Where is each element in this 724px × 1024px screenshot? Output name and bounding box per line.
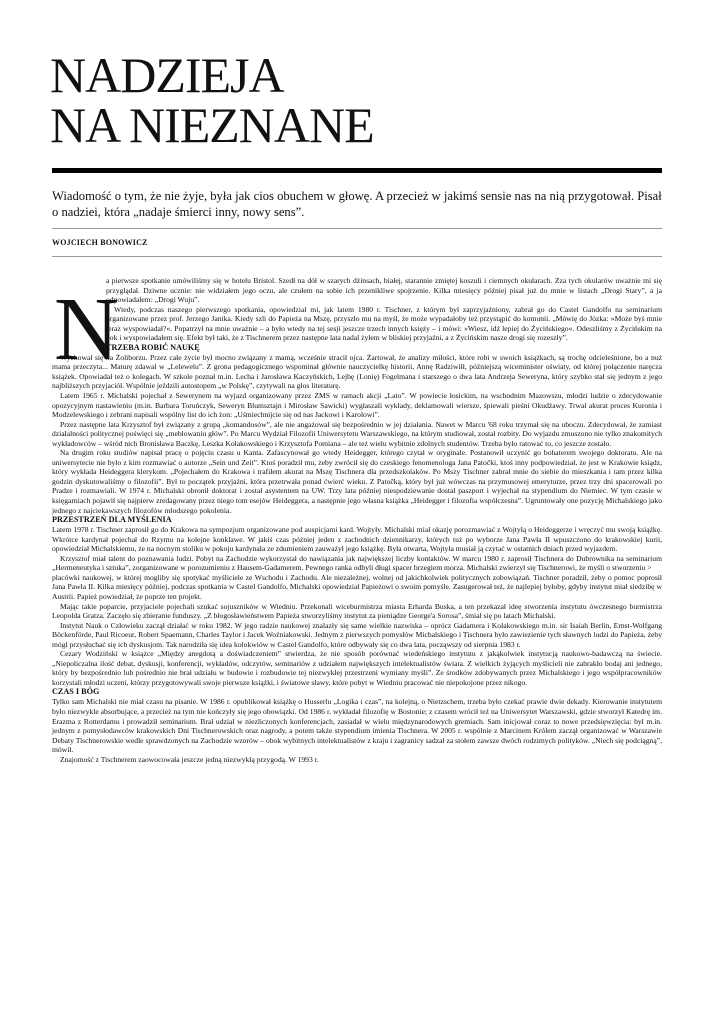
intro-paragraph: a pierwsze spotkanie umówiliśmy się w hotelu Bristol. Szedł na dół w szarych dżinsach, białej, starannie zmiętej koszuli i ciemnych okularach. Zza tych okularów uważnie mi się przyglądał. Dziwne ucznie: nie widziałem jego oczu, ale czułem na sobie ich przenikliwe spojrzenie. Kilka miesięcy później pisał już do mnie w listach „Drogi Stary”, a ja odpowiadałem: „Drogi Wuju”.: [106, 276, 662, 305]
title-line-1: NADZIEJA: [50, 47, 284, 103]
section-heading: CZAS I BÓG: [52, 687, 100, 697]
article-body: [52, 276, 662, 764]
article-title: [50, 47, 670, 153]
thin-divider-top: [52, 228, 662, 229]
title-line-2: NA NIEZNANE: [50, 97, 374, 153]
body-paragraph: Latem 1978 r. Tischner zaprosił go do Krakowa na sympozjum organizowane pod auspicjami kard. Wojtyły. Michalski miał okazję porozmawiać z Wojtyłą o Heideggerze i wręczyć mu swoją książkę. Wkrótce kardynał pojechał do Rzymu na kolejne konklawe. W jakiś czas później jeden z zachodnich dziennikarzy, których tuż po wyborze Jana Pawła II wpuszczono do krakowskiej kurii, opowiedział Michalskiemu, że na nocnym stoliku w pokoju kardynała ze zdumieniem zauważył jego książkę. Była otwarta, Wojtyła musiał ją czytać w ostatnich dniach przed wyjazdem.: [52, 525, 662, 554]
body-paragraph: Wychował się na Żoliborzu. Przez całe życie był mocno związany z mamą, wcześnie stracił ojca. Żartował, że analizy miłości, które robi w swoich książkach, są trochę odcieleśnione, bo a nuż mama przeczyta... Maturę zdawał w „Lelewelu”. Z grona pedagogicznego wspominał głównie nauczycielkę historii, Annę Radziwiłł, późniejszą wiceminister oświaty, od której połączenie naręcza książek. Opowiadał też o kolegach. W szkole poznał m.in. Lecha i Jarosława Kaczyńskich, Lejbę (Lonię) Fogelmana i starszego o dwa lata Andrzeja Seweryna, który szybko stał się jednym z jego najbliższych przyjaciół. Wspólnie jeździli autostopem „w Polskę”, czytywali na głos literaturę.: [52, 352, 662, 391]
body-paragraph: Na drugim roku studiów napisał pracę o pojęciu czasu u Kanta. Zafascynował go wtedy Heidegger, którego czytał w oryginale. Postanowił uczynić go bohaterem swojego doktoratu. Ale na uniwersytecie nie było z kim rozmawiać o autorze „Sein und Zeit”. Ktoś poradził mu, żeby zwrócił się do czeskiego fenomenologa Jana Patočki, ktoś inny podpowiedział, że jest w Krakowie ksiądz, który wykłada Heideggera klerykom. „Pojechałem do Krakowa i trafiłem akurat na Mszę Tischnera dla przedszkolaków. Po Mszy Tischner zabrał mnie do siebie do mieszkania i tam przez kilka godzin dyskutowaliśmy o filozofii”. Był to początek przyjaźni, która przetrwała ponad ćwierć wieku. Z Patočką, który był już wówczas na przymusowej emeryturze, przez trzy dni spacerowali po Pradze i rozmawiali. W 1974 r. Michalski obronił doktorat i został asystentem na UW. Trzy lata później niespodziewanie dostał paszport i wyjechał na stypendium do Niemiec. W tym czasie w księgarniach pojawił się najpierw zredagowany przez niego tom esejów Heideggera, a następnie jego własna książka „Heidegger i filozofia współczesna”. Ugruntowały one pozycję Michalskiego jako jednego z najciekawszych filozofów młodszego pokolenia.: [52, 448, 662, 515]
drop-cap: N: [54, 280, 119, 379]
intro-paragraph: Wtedy, podczas naszego pierwszego spotkania, opowiedział mi, jak latem 1980 r. Tischner, z którym był zaprzyjaźniony, zabrał go do Castel Gandolfo na seminarium organizowane przez prof. Jerzego Janika. Kiedy szli do Papieża na Mszę, przyszło mu na myśl, że może wypadałoby też przystąpić do komunii. „Mówię do Józka: »Może byś mnie teraz wyspowiadał?«. Popatrzył na mnie uważnie – a było wtedy na tej sesji jeszcze trzech innych księży – i mówi: »Wiesz, idź lepiej do Życińskiego«. Odeszliśmy z Życińskim na bok i wyspowiadałem się. Efekt był taki, że z Tischnerem przez następne lata nadal żyłem w bliskiej przyjaźni, a z Życińskim nasze drogi się rozeszły”.: [106, 304, 662, 343]
body-paragraph: Przez następne lata Krzysztof był związany z grupą „komandosów”, ale nie angażował się bezpośrednio w jej działania. Nawet w Marcu '68 roku trzymał się na uboczu. Zdecydował, że zamiast działalności politycznej poświęci się „meblowaniu głów”. Po Marcu Wydział Filozofii Uniwersytetu Warszawskiego, na którym studiował, został rozbity. Do wyjazdu zmuszono nie tylko znakomitych wykładowców – wśród nich Bronisława Baczkę, Leszka Kołakowskiego i Krzysztofa Pomiana – ale też wielu wybitnie zdolnych studentów. Trzeba było ratować to, co jeszcze zostało.: [52, 419, 662, 448]
thin-divider-bottom: [52, 256, 662, 257]
lead-paragraph: Wiadomość o tym, że nie żyje, była jak cios obuchem w głowę. A przecież w jakimś sensie nas na nią przygotował. Pisał o nadziei, która „nadaje śmierci inny, nowy sens”.: [52, 189, 662, 219]
body-paragraph: Instytut Nauk o Człowieku zaczął działać w roku 1982. W jego radzie naukowej znalazły się same wielkie nazwiska – oprócz Gadamera i Kołakowskiego m.in. sir Isaiah Berlin, Ernst-Wolfgang Böckenförde, Paul Ricoeur, Robert Spaemann, Charles Taylor i Jacek Woźniakowski. Jednym z pierwszych pomysłów Michalskiego i Tischnera było zawiezienie tych sławnych ludzi do Papieża, żeby mógł przysłuchać się ich dyskusjom. Tak narodziła się idea kolokwiów w Castel Gandolfo, które odbywały się co dwa lata, począwszy od sierpnia 1983 r.: [52, 620, 662, 649]
thick-divider: [52, 168, 662, 173]
section-heading: TRZEBA ROBIĆ NAUKĘ: [106, 342, 200, 352]
author-byline: WOJCIECH BONOWICZ: [52, 238, 148, 247]
body-paragraph: Tylko sam Michalski nie miał czasu na pisanie. W 1986 r. opublikował książkę o Husserlu „Logika i czas”, na kolejną, o Nietzschem, trzeba było czekać prawie dwie dekady. Kierowanie instytutem było niezwykle absorbujące, a przecież na tym nie kończyły się jego obowiązki. Od 1986 r. wykładał filozofię w Bostonie; z czasem wrócił też na Uniwersytet Warszawski, gdzie stworzył Katedrę im. Erazma z Rotterdamu i prowadził seminarium. Brał udział w niezliczonych konferencjach, zasiadał w wielu międzynarodowych gremiach. Sam inicjował coraz to nowe przedsięwzięcia: był m.in. jednym z pomysłodawców krakowskich Dni Tischnerowskich oraz nagrody, a potem także stypendium imienia Tischnera. W 2005 r. wspólnie z Marcinem Królem zaczął organizować w Warszawie Debaty Tischnerowskie wedle sprawdzonych na Zachodzie wzorów – obok wybitnych intelektualistów z kraju i zagranicy sadzał za stołem zawsze dwóch rodzimych polityków. „Niech się podciągną”, mówił.: [52, 697, 662, 755]
body-paragraph: placówki naukowej, w której mogliby się spotykać myśliciele ze Wschodu i Zachodu. Ale niezależnej, wolnej od jakichkolwiek politycznych zobowiązań. Tischner poradził, żeby o pomoc poprosił Jana Pawła II. Kilka miesięcy później, podczas spotkania w Castel Gandolfo, Michalski opowiedział Papieżowi o swoim pomyśle. Zasugerował też, że najlepiej byłoby, gdyby instytut miał siedzibę w Austrii. Papież powiedział, że poprze ten projekt.: [52, 572, 662, 601]
body-paragraph: Cezary Wodziński w książce „Między anegdotą a doświadczeniem” stwierdza, że nie sposób porównać wiedeńskiego instytutu z jakąkolwiek instytucją naukowo-badawczą na świecie. „Niepoliczalna ilość debat, dyskusji, konferencji, wykładów, odczytów, seminariów z udziałem największych intelektualistów świata. Z wielkich żyjących myślicieli nie zabrakło bodaj ani jednego, który by bezpośrednio lub pośrednio nie brał udziału w budowie i rozbudowie tej niezwykłej przestrzeni wymiany myśli”. Ze środków zdobywanych przez Michalskiego i jego współpracowników korzystali młodzi uczeni, którzy przygotowywali swoje pierwsze książki, i światowe sławy, które pobyt w Wiedniu pracować nie niepokojone przez nikogo.: [52, 649, 662, 687]
body-paragraph: Znajomość z Tischnerem zaowocowała jeszcze jedną niezwykłą przygodą. W 1993 r.: [60, 754, 319, 764]
body-paragraph: Mając takie poparcie, przyjaciele pojechali szukać sojuszników w Wiedniu. Przekonali wiceburmistrza miasta Erharda Buska, a ten przekazał ideę stworzenia instytutu ówczesnego burmistrza Leopolda Gratza. Zaczęło się zbieranie funduszy. „Z błogosławieństwem Papieża stworzyliśmy instytut za pieniądze George'a Sorosa”, śmiał się po latach Michalski.: [52, 601, 662, 621]
section-heading: PRZESTRZEŃ DLA MYŚLENIA: [52, 515, 172, 525]
body-paragraph: Krzysztof miał talent do poznawania ludzi. Pobyt na Zachodzie wykorzystał do nawiązania jak największej liczby kontaktów. W marcu 1980 r. zaprosił Tischnera do Dubrownika na seminarium „Hermeneutyka i sztuka”, zorganizowane w porozumieniu z Hausem-Gadamerem. Pewnego ranka odbyli długi spacer brzegiem morza. Michalski zwierzył się Tischnerowi, że myśli o stworzeniu >: [52, 553, 662, 573]
body-paragraph: Latem 1965 r. Michalski pojechał z Sewerynem na wyjazd organizowany przez ZMS w ramach akcji „Lato”. W powiecie łosickim, na wschodnim Mazowszu, młodzi ludzie o zdecydowanie opozycyjnym nastawieniu (m.in. Barbara Toruńczyk, Seweryn Blumsztajn i Mirosław Sawicki) wygłaszali wykłady, deklamowali wiersze, śpiewali pieśni Okudżawy. Trwał akurat proces Kuronia i Modzelewskiego i zebrani napisali wspólny list do ich żon: „Uśmiechnijcie się od nas Jackowi i Karolowi”.: [52, 391, 662, 420]
